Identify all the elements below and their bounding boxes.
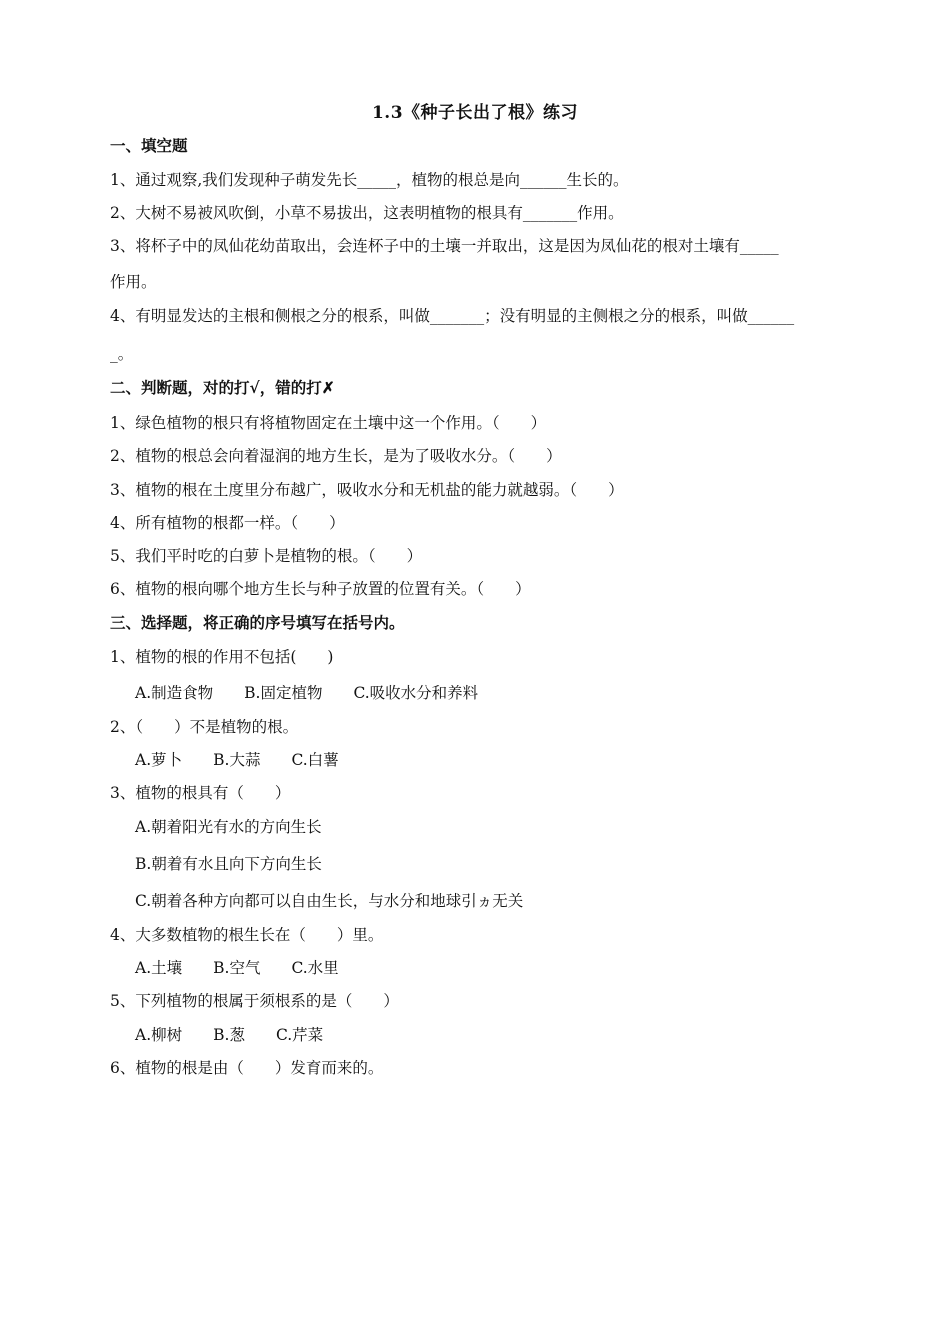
fill-blank-item-continued: _。 [110, 345, 134, 363]
section-heading-multiple-choice: 三、选择题，将正确的序号填写在括号内。 [110, 613, 405, 632]
page-title: 1.3《种子长出了根》练习 [371, 103, 579, 123]
choice-question: 2、（ ）不是植物的根。 [110, 718, 299, 736]
choice-question: 6、植物的根是由（ ）发育而来的。 [110, 1059, 384, 1077]
choice-question: 3、植物的根具有（ ） [110, 784, 291, 802]
choice-question: 5、下列植物的根属于须根系的是（ ） [110, 992, 399, 1010]
fill-blank-item-continued: 作用。 [110, 273, 157, 291]
choice-options: A.萝卜 B.大蒜 C.白薯 [135, 751, 339, 769]
choice-options: A.柳树 B.葱 C.芹菜 [135, 1026, 324, 1044]
choice-options: A.制造食物 B.固定植物 C.吸收水分和养料 [135, 684, 479, 702]
choice-question: 4、大多数植物的根生长在（ ）里。 [110, 926, 384, 944]
choice-options: A.土壤 B.空气 C.水里 [135, 959, 339, 977]
choice-option: C.朝着各种方向都可以自由生长，与水分和地球引ヵ无关 [135, 892, 524, 910]
true-false-item: 3、植物的根在土度里分布越广，吸收水分和无机盐的能力就越弱。（ ） [110, 481, 624, 499]
fill-blank-item: 2、大树不易被风吹倒，小草不易拔出，这表明植物的根具有_______作用。 [110, 204, 624, 222]
section-heading-fill-blank: 一、填空题 [110, 136, 188, 155]
choice-question: 1、植物的根的作用不包括( ) [110, 648, 334, 666]
true-false-item: 6、植物的根向哪个地方生长与种子放置的位置有关。（ ） [110, 580, 531, 598]
true-false-item: 1、绿色植物的根只有将植物固定在土壤中这一个作用。（ ） [110, 414, 547, 432]
true-false-item: 2、植物的根总会向着湿润的地方生长，是为了吸收水分。（ ） [110, 447, 562, 465]
choice-option: A.朝着阳光有水的方向生长 [135, 818, 322, 836]
fill-blank-item: 3、将杯子中的凤仙花幼苗取出，会连杯子中的土壤一并取出，这是因为凤仙花的根对土壤有_____ [110, 237, 779, 255]
true-false-item: 5、我们平时吃的白萝卜是植物的根。（ ） [110, 547, 423, 565]
true-false-item: 4、所有植物的根都一样。（ ） [110, 514, 345, 532]
choice-option: B.朝着有水且向下方向生长 [135, 855, 322, 873]
fill-blank-item: 1、通过观察,我们发现种子萌发先长_____，植物的根总是向______生长的。 [110, 171, 629, 189]
fill-blank-item: 4、有明显发达的主根和侧根之分的根系，叫做_______；没有明显的主侧根之分的根系，叫做______ [110, 307, 795, 325]
section-heading-true-false: 二、判断题，对的打√，错的打✗ [110, 378, 335, 397]
